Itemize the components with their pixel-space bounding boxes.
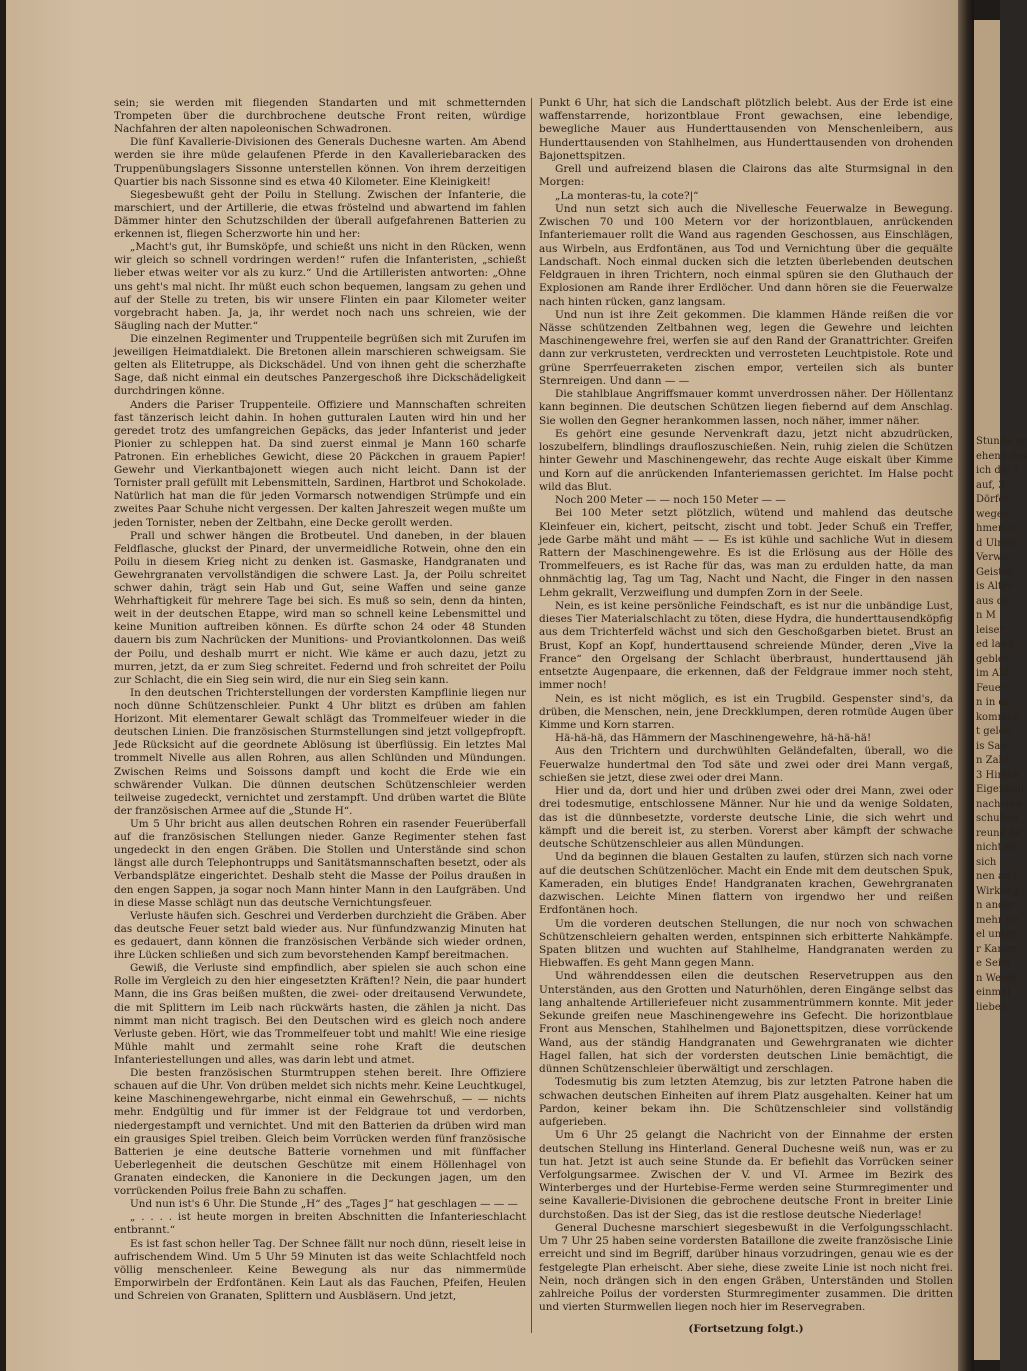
paragraph: Um 5 Uhr bricht aus allen deutschen Rohren ein rasender Feuerüberfall auf die französischen Stellungen nieder. Ganze Regimenter stehen fast ungedeckt in den engen Gräben. Die Stollen und Unterstände sind schon längst alle durch Telephontrupps und Sanitätsmannschaften besetzt, oder als Verbandsplätze eingerichtet. Deshalb steht die Masse der Poilus draußen in den engen Sappen, ja sogar noch Mann hinter Mann in den Laufgräben. Und in diese Masse schlägt nun das deutsche Vernichtungsfeuer. — [114, 818, 526, 909]
book-binding — [958, 0, 974, 1371]
paragraph: „Macht's gut, ihr Bumsköpfe, und schießt uns nicht in den Rücken, wenn wir gleich so schnell vordringen werden!“ rufen die Infanteristen, „schießt lieber etwas weiter vor als zu kurz.“ Und die Artilleristen antworten: „Ohne uns geht's mal nicht. Ihr müßt euch schon bequemen, langsam zu gehen und auf der Stelle zu treten, bis wir unsere Flinten ein paar Kilometer weiter vorgebracht haben. Ja, ja, ihr werdet noch nach uns schreien, wie der Säugling nach der Mutter.“ — [114, 241, 526, 332]
newspaper-sheet — [6, 0, 961, 1371]
paragraph: Hä-hä-hä, das Hämmern der Maschinengewehre, hä-hä-hä! — [555, 732, 872, 745]
paragraph: Die besten französischen Sturmtruppen stehen bereit. Ihre Offiziere schauen auf die Uhr. Von drüben meldet sich nichts mehr. Keine Leuchtkugel, keine Maschinengewehrgarbe, nicht einmal ein Gewehrschuß, — — nichts mehr. Endgültig und für immer ist der Feldgraue tot und verdorben, niedergestampft und vernichtet. Und mit den Batterien da drüben wird man ein grausiges Spiel treiben. Gleich beim Vorrücken werden fünf französische Batterien je eine deutsche Batterie vornehmen und mit fünffacher Ueberlegenheit die deutschen Geschütze mit einem Höllenhagel von Granaten eindecken, die Kanoniere in die Deckungen jagen, um den vorrückenden Poilus freie Bahn zu schaffen. — [114, 1067, 526, 1198]
column-divider — [531, 98, 532, 1333]
paragraph: Und da beginnen die blauen Gestalten zu laufen, stürzen sich nach vorne auf die deutschen Schützenlöcher. Macht ein Ende mit dem deutschen Spuk, Kameraden, ein blutiges Ende! Handgranaten krachen, Gewehrgranaten dazwischen. Leichte Minen flattern von irgendwo her und reißen Erdfontänen hoch. — [539, 851, 953, 917]
continued-notice: (Fortsetzung folgt.) — [688, 1322, 804, 1335]
adjacent-page-edge — [974, 20, 1027, 1360]
paragraph: Siegesbewußt geht der Poilu in Stellung. Zwischen der Infanterie, die marschiert, und der Artillerie, die etwas fröstelnd und abwartend im fahlen Dämmer hinter den Schutzschilden der überall aufgefahrenen Batterien zu erkennen ist, fliegen Scherzworte hin und her: — [114, 188, 526, 241]
adjacent-page-text: Stunde ur ehene des ich die ? auf, 3 Dörfer wegen hmen u d Ulrich Verwu Geister is Altru aus de n M leiser ed lang geblei im Abl Feuer n in di kommen t geleb is Sau n Zahr 3 Hirsch Eigenheit nachsten schuhen reund de nicht ar sich nen an i Wirkung n ander mehr be el unter r Kamer e Seite n Wenig einmal lieben — [976, 436, 1027, 1013]
paragraph: „ . . . . ist heute morgen in breiten Abschnitten die Infanterieschlacht entbrannt.“ — [114, 1211, 526, 1237]
paragraph: Die einzelnen Regimenter und Truppenteile begrüßen sich mit Zurufen im jeweiligen Heimatdialekt. Die Bretonen allein marschieren schweigsam. Sie gelten als Elitetruppe, als Dickschädel. Und von ihnen geht die scherzhafte Sage, daß nicht einmal ein deutsches Panzergeschoß ihre Dickschädeligkeit durchdringen könne. — [114, 332, 526, 398]
paragraph: Es ist fast schon heller Tag. Der Schnee fällt nur noch dünn, rieselt leise in aufrischendem Wind. Um 5 Uhr 59 Minuten ist das weite Schlachtfeld noch völlig menschenleer. Keine Bewegung als nur das nimmermüde Emporwirbeln der Erdfontänen. Kein Laut als das Fauchen, Pfeifen, Heulen und Schreien von Granaten, Splittern und Ausbläsern. Und jetzt, — [114, 1237, 526, 1302]
paragraph: Die fünf Kavallerie-Divisionen des Generals Duchesne warten. Am Abend werden sie ihre müde gelaufenen Pferde in den Kavalleriebaracken des Truppenübungslagers Sissonne unterstellen können. Von ihrem derzeitigen Quartier bis nach Sissonne sind es etwa 40 Kilometer. Eine Kleinigkeit! — [114, 136, 526, 188]
paragraph: Grell und aufreizend blasen die Clairons das alte Sturmsignal in den Morgen: — [539, 163, 953, 189]
paragraph: General Duchesne marschiert siegesbewußt in die Verfolgungsschlacht. Um 7 Uhr 25 haben seine vordersten Bataillone die zweite französische Linie erreicht und sind im Begriff, darüber hinaus vorzudringen, genau wie es der festgelegte Plan erheischt. Aber siehe, diese zweite Linie ist noch nicht frei. Nein, noch drängen sich in den engen Gräben, Unterständen und Stollen zahlreiche Poilus der vordersten Sturmregimenter zusammen. Die dritten und vierten Sturmwellen liegen noch hier im Reservegraben. — [539, 1221, 953, 1314]
right-column — [539, 97, 953, 1336]
left-column — [114, 97, 526, 1303]
paragraph: sein; sie werden mit fliegenden Standarten und mit schmetternden Trompeten über die durchbrochene deutsche Front reiten, würdige Nachfahren der alten napoleonischen Schwadronen. — [114, 97, 526, 136]
paragraph: Nein, es ist nicht möglich, es ist ein Trugbild. Gespenster sind's, da drüben, die Menschen, nein, jene Dreckklumpen, deren rotmüde Augen über Kimme und Korn starren. — [539, 692, 953, 732]
paragraph: Aus den Trichtern und durchwühlten Geländefalten, überall, wo die Feuerwalze hundertmal den Tod säte und zwei oder drei Mann vergaß, schießen sie jetzt, diese zwei oder drei Mann. — [539, 745, 953, 784]
paragraph: Und nun setzt sich auch die Nivellesche Feuerwalze in Bewegung. Zwischen 70 und 100 Metern vor der horizontblauen, anrückenden Infanteriemauer rollt die Wand aus ragenden Geschossen, aus Einschlägen, aus Wirbeln, aus Erdfontänen, aus Tod und Vernichtung über die gequälte Landschaft. Noch einmal ducken sich die letzten überlebenden deutschen Feldgrauen in ihren Trichtern, noch einmal spüren sie den Gluthauch der Explosionen am Rande ihrer Erdlöcher. Und dann hören sie die Feuerwalze nach hinten rücken, ganz langsam. — [539, 202, 953, 308]
paragraph: Und währenddessen eilen die deutschen Reservetruppen aus den Unterständen, aus den Grotten und Naturhöhlen, deren Eingänge selbst das lang anhaltende Artilleriefeuer nicht zusammentrümmern konnte. Mit jeder Sekunde greifen neue Maschinengewehre ins Gefecht. Die horizontblaue Front aus Menschen, Stahlhelmen und Bajonettspitzen, diese vorrückende Wand, aus der ständig Handgranaten und Gewehrgranaten wie dichter Hagel fallen, hat sich der vordersten deutschen Linie bemächtigt, die dünnen Schützenschleier überwältigt und zerschlagen. — [539, 970, 953, 1076]
paragraph: Nein, es ist keine persönliche Feindschaft, es ist nur die unbändige Lust, dieses Tier Materialschlacht zu töten, diese Hydra, die hunderttausendköpfig aus dem Trichterfeld wächst und sich den Geschoßgarben bietet. Brust an Brust, Kopf an Kopf, hunderttausend schreiende Münder, deren „Vive la France“ den Orgelsang der Schlacht überbraust, hunderttausend jäh entsetzte Augenpaare, die erkennen, daß der Feldgraue immer noch steht, immer noch! — [539, 599, 953, 692]
paragraph: Anders die Pariser Truppenteile. Offiziere und Mannschaften schreiten fast tänzerisch leicht dahin. In hohen gutturalen Lauten wird hin und her geredet trotz des umfangreichen Gepäcks, das jeder Infanterist und jeder Pionier zu schleppen hat. Da sind zuerst einmal je Mann 160 scharfe Patronen. Ein erhebliches Gewicht, diese 20 Päckchen in grauem Papier! Gewehr und Vierkantbajonett wiegen auch nicht leicht. Dann ist der Tornister prall gefüllt mit Lebensmitteln, Sardinen, Hartbrot und Schokolade. Natürlich hat man die für jeden Vormarsch notwendigen Strümpfe und ein zweites Paar Schuhe nicht vergessen. Der kalten Jahreszeit wegen mußte um jeden Tornister, neben der Zeltbahn, eine Decke gerollt werden. — [114, 398, 526, 529]
paragraph: Es gehört eine gesunde Nervenkraft dazu, jetzt nicht abzudrücken, loszubelfern, blindlings draufloszuschießen. Nein, ruhig zielen die Schützen hinter Gewehr und Maschinengewehr, das rechte Auge eiskalt über Kimme und Korn auf die anrückenden Infanteriemassen gerichtet. Im Halse pocht wild das Blut. — [539, 427, 953, 493]
paragraph: Und nun ist ihre Zeit gekommen. Die klammen Hände reißen die vor Nässe schützenden Zeltbahnen weg, legen die Gewehre und leichten Maschinengewehre frei, werfen sie auf den Rand der Granattrichter. Greifen dann zur verkrusteten, verdreckten und verrosteten Leuchtpistole. Rote und grüne Sperrfeuerraketen zischen empor, verteilen sich als bunter Sternreigen. Und dann — — — [539, 308, 953, 387]
paragraph: „La monteras-tu, la cote?|“ — [555, 189, 699, 202]
paragraph: Prall und schwer hängen die Brotbeutel. Und daneben, in der blauen Feldflasche, gluckst der Pinard, der unvermeidliche Rotwein, ohne den ein Poilu in diesem Krieg nicht zu denken ist. Gasmaske, Handgranaten und Gewehrgranaten vervollständigen die schwere Last. Ja, der Poilu schreitet schwer dahin, trägt sein Hab und Gut, seine Waffen und seine ganze Wehrhaftigkeit für mehrere Tage bei sich. Es muß so sein, denn da hinten, weit in der deutschen Etappe, wird man so schnell keine Lebensmittel und keine Munition auftreiben können. Es dürfte schon 24 oder 48 Stunden dauern bis zum Nachrücken der Munitions- und Proviantkolonnen. Das weiß der Poilu, und deshalb murrt er nicht. Wie käme er auch dazu, jetzt zu murren, jetzt, da er zum Sieg schreitet. Federnd und froh schreitet der Poilu zur Schlacht, die ein Sieg sein wird, die nur ein Sieg sein kann. — [114, 529, 526, 686]
paragraph: Verluste häufen sich. Geschrei und Verderben durchzieht die Gräben. Aber das deutsche Feuer setzt bald wieder aus. Nur fünfundzwanzig Minuten hat es gedauert, dann können die französischen Verbände sich wieder ordnen, ihre Lücken schließen und sich zum bevorstehenden Kampf bereitmachen. — [114, 909, 526, 962]
paragraph: Gewiß, die Verluste sind empfindlich, aber spielen sie auch schon eine Rolle im Vergleich zu den hier eingesetzten Kräften!? Nein, die paar hundert Mann, die ins Gras beißen mußten, die zwei- oder dreitausend Verwundete, die mit Splittern im Leib nach rückwärts hasten, die zählen ja nicht. Das nimmt man nicht tragisch. Bei den Deutschen wird es gleich noch andere Verluste geben. Hört, wie das Trommelfeuer tobt und mahlt! Wie eine riesige Mühle mahlt und zermahlt seine rohe Kraft die deutschen Infanteriestellungen und alles, was darin lebt und atmet. — [114, 962, 526, 1066]
paragraph: In den deutschen Trichterstellungen der vordersten Kampflinie liegen nur noch dünne Schützenschleier. Punkt 4 Uhr blitzt es drüben am fahlen Horizont. Mit elementarer Gewalt schlägt das Trommelfeuer wieder in die deutschen Linien. Die französischen Sturmstellungen sind jetzt vollgepfropft. Jede Rücksicht auf die geordnete Ablösung ist überflüssig. Ein letztes Mal trommelt Nivelle aus allen Rohren, aus allen Schlünden und Mündungen. Zwischen Reims und Soissons dampft und kocht die Erde wie ein schwärender Vulkan. Die dünnen deutschen Schützenschleier werden teilweise zugedeckt, vernichtet und zerstampft. Und drüben wartet die Blüte der französischen Armee auf die „Stunde H“. — [114, 686, 526, 817]
paragraph: Um 6 Uhr 25 gelangt die Nachricht von der Einnahme der ersten deutschen Stellung ins Hinterland. General Duchesne weiß nun, was er zu tun hat. Jetzt ist auch seine Stunde da. Er befiehlt das Vorrücken seiner Verfolgungsarmee. Zwischen der V. und VI. Armee im Bezirk des Winterberges und der Hurtebise-Ferme werden seine Sturmregimenter und seine Kavallerie-Divisionen die gebrochene deutsche Front in breiter Linie durchstoßen. Das ist der Sieg, das ist die restlose deutsche Niederlage! — [539, 1129, 953, 1221]
paragraph: Todesmutig bis zum letzten Atemzug, bis zur letzten Patrone haben die schwachen deutschen Einheiten auf ihrem Platz ausgehalten. Keiner hat um Pardon, keiner bekam ihn. Die Schützenschleier sind vollständig aufgerieben. — [539, 1076, 953, 1129]
paragraph: Um die vorderen deutschen Stellungen, die nur noch von schwachen Schützenschleiern gehalten werden, entspinnen sich erbitterte Nahkämpfe. Spaten blitzen und wuchten auf Stahlhelme, Handgranaten werden zu Hiebwaffen. Es geht Mann gegen Mann. — [539, 917, 953, 970]
paragraph: Hier und da, dort und hier und drüben zwei oder drei Mann, zwei oder drei todesmutige, entschlossene Männer. Nur hie und da wenige Soldaten, das ist die dünnbesetzte, vorderste deutsche Linie, die sich wehrt und kämpft und die bereit ist, zu sterben. Vorerst aber kämpft der schwache deutsche Schützenschleier aus allen Mündungen. — [539, 785, 953, 851]
paragraph: Die stahlblaue Angriffsmauer kommt unverdrossen näher. Der Höllentanz kann beginnen. Die deutschen Schützen liegen fiebernd auf dem Anschlag. Sie wollen den Gegner herankommen lassen, noch näher, immer näher. — [539, 388, 953, 427]
paragraph: Noch 200 Meter — — noch 150 Meter — — — [555, 494, 786, 507]
paragraph: Punkt 6 Uhr, hat sich die Landschaft plötzlich belebt. Aus der Erde ist eine waffenstarrende, horizontblaue Front gewachsen, eine lebendige, bewegliche Mauer aus Hunderttausenden von Menschenleibern, aus Hunderttausenden von Stahlhelmen, aus Hunderttausenden von drohenden Bajonettspitzen. — [539, 97, 953, 162]
paragraph: Und nun ist's 6 Uhr. Die Stunde „H“ des „Tages J“ hat geschlagen — — — — [130, 1198, 518, 1211]
paragraph: Bei 100 Meter setzt plötzlich, wütend und mahlend das deutsche Kleinfeuer ein, kichert, peitscht, zischt und tobt. Jeder Schuß ein Treffer, jede Garbe mäht und mäht — — Es ist kühle und sachliche Wut in diesem Rattern der Maschinengewehre. Es ist die Erlösung aus der Hölle des Trommelfeuers, es ist Rache für das, was man zu erdulden hatte, da man ohnmächtig lag, Tag um Tag, Nacht und Nacht, die Finger in den nassen Lehm gekrallt, Verzweiflung und dumpfen Zorn in der Seele. — [539, 507, 953, 599]
